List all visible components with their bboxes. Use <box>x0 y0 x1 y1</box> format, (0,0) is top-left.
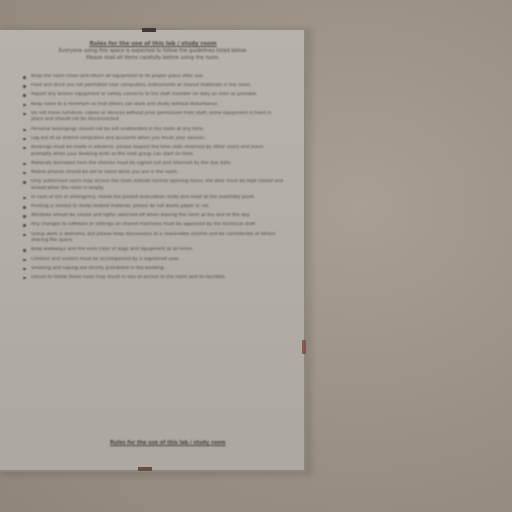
rule-item: Report any broken equipment or safety concerns to the staff member on duty as soon as possible. <box>22 92 284 99</box>
document-subtitle-line: Please read all items carefully before using the room. <box>86 55 220 61</box>
rule-item: Keep the room clean and return all equipment to its proper place after use. <box>22 74 284 81</box>
rule-item: Group work is welcome, but please keep discussions at a reasonable volume and be considerate of others sharing the space. <box>22 232 284 245</box>
rules-list <box>22 74 284 282</box>
rule-item: Children and visitors must be accompanied by a registered user. <box>22 257 284 264</box>
rule-item: Food and drink are not permitted near computers, instruments or shared materials in the room. <box>22 83 284 90</box>
posted-paper <box>0 30 306 472</box>
document-body <box>22 40 284 284</box>
rule-item: Windows should be closed and lights switched off when leaving the room at the end of the day. <box>22 213 284 220</box>
document-subtitle-line: Everyone using this space is expected to follow the guidelines listed below. <box>58 48 248 54</box>
rule-item: Only authorised users may access the room outside normal opening hours; the door must be kept closed and locked when the room is empty. <box>22 179 284 192</box>
rule-item: Printing is limited to study-related material; please do not waste paper or ink. <box>22 204 284 211</box>
document-title: Rules for the use of this lab / study room <box>89 41 217 47</box>
rule-item: Mobile phones should be set to silent while you are in the room. <box>22 170 284 177</box>
rule-item: In case of fire or emergency, follow the posted evacuation route and meet at the assembly point. <box>22 195 284 202</box>
rule-item: Any changes to software or settings on shared machines must be approved by the technical staff. <box>22 222 284 229</box>
top-clip <box>142 28 156 32</box>
rule-item: Smoking and vaping are strictly prohibited in the building. <box>22 266 284 273</box>
rule-item: Do not move furniture, cables or devices without prior permission from staff; some equipment is fixed in place and should not be disconnected. <box>22 111 284 124</box>
rule-item: Keep walkways and fire exits clear of bags and equipment at all times. <box>22 247 284 254</box>
rule-item: Personal belongings should not be left unattended in the room at any time. <box>22 127 284 134</box>
bottom-clip <box>138 467 152 471</box>
rule-item: Bookings must be made in advance; please respect the time slots reserved by other users and leave promptly when your booking ends so the next group can start on time. <box>22 145 284 158</box>
rule-item: Log out of all shared computers and accounts when you finish your session. <box>22 136 284 143</box>
rule-item: Failure to follow these rules may result in loss of access to the room and its facilities. <box>22 275 284 282</box>
rule-item: Keep noise to a minimum so that others can work and study without disturbance. <box>22 102 284 109</box>
document-footer: Rules for the use of this lab / study room <box>110 440 226 446</box>
rule-item: Materials borrowed from the shelves must be signed out and returned by the due date. <box>22 161 284 168</box>
side-pin <box>302 340 306 354</box>
